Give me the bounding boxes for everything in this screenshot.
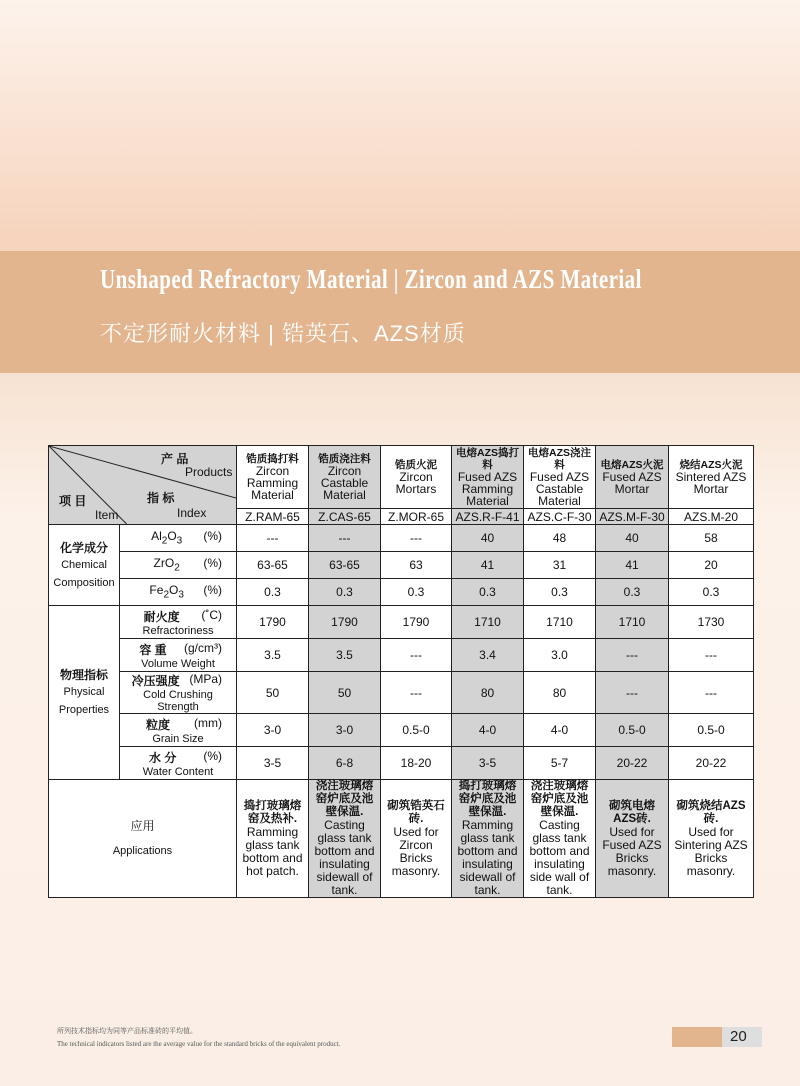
value-cell: 50 [237, 672, 309, 714]
value-cell: --- [381, 672, 452, 714]
applications-label-zh: 应用 [130, 819, 155, 833]
chemical-label-en1: Chemical [61, 558, 107, 571]
property-name-en: Cold Crushing Strength [143, 689, 213, 713]
unit: (mm) [194, 715, 222, 730]
value-cell: 48 [524, 525, 596, 552]
page-title-zh: 不定形耐火材料 | 锆英石、AZS材质 [100, 321, 466, 346]
header-corner [49, 446, 237, 525]
value-cell: --- [309, 525, 381, 552]
property-label [120, 672, 237, 714]
value-cell: 63 [381, 552, 452, 579]
product-header [309, 446, 381, 509]
value-cell: 3.0 [524, 639, 596, 672]
property-label [120, 639, 237, 672]
product-code: Z.CAS-65 [309, 509, 381, 525]
product-header [669, 446, 754, 509]
product-name-en: Fused AZS Ramming Material [457, 470, 518, 509]
corner-item-en: Item [95, 508, 119, 522]
product-code: AZS.M-F-30 [596, 509, 669, 525]
chemical-row [49, 579, 754, 606]
unit: (MPa) [189, 672, 222, 686]
value-cell: 6-8 [309, 747, 381, 780]
value-cell: 3-0 [309, 714, 381, 747]
value-cell: 31 [524, 552, 596, 579]
application-en: Ramming glass tank bottom and insulating sidewall of tank. [457, 818, 518, 897]
value-cell: 41 [596, 552, 669, 579]
value-cell: 0.3 [309, 579, 381, 606]
application-cell [381, 780, 452, 898]
property-name-zh: 容 重 [139, 642, 167, 657]
value-cell: 1730 [669, 606, 754, 639]
product-name-zh: 电熔AZS捣打料 [456, 447, 519, 472]
value-cell: --- [596, 639, 669, 672]
value-cell: 3-5 [452, 747, 524, 780]
unit: (%) [203, 556, 222, 571]
product-name-en: Fused AZS Castable Material [529, 470, 590, 509]
footnote-en: The technical indicators listed are the average value for the standard bricks of the equivalent product. [57, 1040, 341, 1048]
product-header [524, 446, 596, 509]
application-en: Used for Sintering AZS Bricks masonry. [674, 824, 748, 878]
application-zh: 浇注玻璃熔窑炉底及池壁保温. [530, 780, 589, 818]
product-name-zh: 电熔AZS火泥 [600, 459, 664, 472]
unit: (%) [203, 529, 222, 544]
application-en: Ramming glass tank bottom and hot patch. [242, 824, 303, 878]
value-cell: 3.5 [237, 639, 309, 672]
value-cell: 20 [669, 552, 754, 579]
value-cell: 1790 [381, 606, 452, 639]
chemical-row [49, 552, 754, 579]
physical-label [49, 606, 120, 780]
application-cell [596, 780, 669, 898]
value-cell: --- [669, 639, 754, 672]
physical-label-en1: Physical [63, 686, 105, 698]
physical-row [49, 672, 754, 714]
property-name-en: Grain Size [152, 732, 204, 745]
product-code: AZS.M-20 [669, 509, 754, 525]
application-cell [452, 780, 524, 898]
product-code: Z.MOR-65 [381, 509, 452, 525]
product-name-zh: 烧结AZS火泥 [679, 459, 743, 472]
physical-label-en2: Properties [58, 704, 110, 716]
unit: (g/cm³) [184, 640, 222, 655]
property-name-en: Water Content [142, 765, 214, 778]
value-cell: 5-7 [524, 747, 596, 780]
corner-diagonal-lines [49, 446, 236, 524]
corner-index-en: Index [177, 506, 207, 520]
chemical-label [49, 525, 120, 606]
formula-symbol: Al [151, 529, 162, 544]
value-cell: 50 [309, 672, 381, 714]
header-row-products [49, 446, 754, 509]
formula [151, 529, 183, 547]
value-cell: 1710 [452, 606, 524, 639]
value-cell: 1710 [524, 606, 596, 639]
formula-symbol-2: O [169, 583, 179, 598]
value-cell: 0.3 [452, 579, 524, 606]
application-zh: 砌筑锆英石砖. [387, 799, 445, 825]
value-cell: 1790 [237, 606, 309, 639]
value-cell: 4-0 [524, 714, 596, 747]
chemical-formula [120, 552, 237, 579]
product-name-zh: 锆质浇注料 [318, 453, 371, 466]
application-zh: 砌筑电熔AZS砖. [609, 799, 655, 825]
property-label [120, 747, 237, 780]
product-name-zh: 电熔AZS浇注料 [528, 447, 591, 472]
property-name-zh: 耐火度 [143, 609, 180, 624]
formula-subscript-2: 3 [176, 535, 183, 547]
formula-subscript: 2 [163, 589, 169, 601]
value-cell: 63-65 [309, 552, 381, 579]
corner-products-zh: 产 品 [161, 452, 189, 466]
spec-table [48, 445, 754, 898]
value-cell: 0.5-0 [669, 714, 754, 747]
application-cell [524, 780, 596, 898]
value-cell: 0.3 [524, 579, 596, 606]
property-name-zh: 水 分 [148, 750, 177, 765]
application-zh: 捣打玻璃熔窑炉底及池壁保温. [458, 780, 517, 818]
physical-row [49, 714, 754, 747]
value-cell: --- [381, 525, 452, 552]
formula-subscript-2: 3 [178, 589, 184, 601]
property-name-en: Volume Weight [141, 657, 215, 670]
corner-index-zh: 指 标 [147, 491, 175, 505]
physical-row [49, 747, 754, 780]
value-cell: 3-0 [237, 714, 309, 747]
physical-row [49, 606, 754, 639]
footnote-zh: 所列技术指标均为同等产品标准砖的平均值。 [57, 1027, 197, 1035]
value-cell: 0.5-0 [596, 714, 669, 747]
formula-subscript: 2 [161, 535, 168, 547]
value-cell: 20-22 [596, 747, 669, 780]
property-name-zh: 冷压强度 [131, 674, 180, 688]
application-cell [669, 780, 754, 898]
property-name-en: Refractoriness [142, 624, 214, 637]
value-cell: --- [237, 525, 309, 552]
product-name-en: Fused AZS Mortar [602, 470, 662, 497]
formula [153, 556, 180, 574]
application-zh: 砌筑烧结AZS砖. [676, 799, 746, 825]
chemical-label-en2: Composition [53, 576, 115, 589]
value-cell: 1710 [596, 606, 669, 639]
value-cell: 1790 [309, 606, 381, 639]
property-label [120, 606, 237, 639]
value-cell: 3.5 [309, 639, 381, 672]
product-header [237, 446, 309, 509]
applications-label [49, 780, 237, 898]
product-name-zh: 锆质捣打料 [246, 453, 299, 466]
page-number-box [672, 1027, 762, 1047]
application-en: Used for Fused AZS Bricks masonry. [602, 824, 662, 878]
product-name-zh: 锆质火泥 [395, 459, 437, 472]
corner-products-en: Products [185, 465, 233, 479]
formula [149, 583, 184, 601]
product-code: Z.RAM-65 [237, 509, 309, 525]
property-label [120, 714, 237, 747]
value-cell: 0.3 [669, 579, 754, 606]
formula-symbol-2: O [167, 529, 177, 544]
product-code: AZS.C-F-30 [524, 509, 596, 525]
value-cell: 80 [452, 672, 524, 714]
page-title-en: Unshaped Refractory Material | Zircon and AZS Material [100, 264, 642, 294]
physical-row [49, 639, 754, 672]
value-cell: 41 [452, 552, 524, 579]
value-cell: 63-65 [237, 552, 309, 579]
value-cell: 0.3 [237, 579, 309, 606]
value-cell: 3-5 [237, 747, 309, 780]
application-zh: 捣打玻璃熔窑及热补. [243, 799, 302, 825]
value-cell: 3.4 [452, 639, 524, 672]
product-header [381, 446, 452, 509]
value-cell: 20-22 [669, 747, 754, 780]
value-cell: 0.3 [381, 579, 452, 606]
value-cell: 4-0 [452, 714, 524, 747]
application-en: Casting glass tank bottom and insulating side wall of tank. [529, 818, 590, 897]
value-cell: --- [381, 639, 452, 672]
unit: (%) [203, 583, 222, 598]
value-cell: 0.5-0 [381, 714, 452, 747]
chemical-row [49, 525, 754, 552]
application-zh: 浇注玻璃熔窑炉底及池壁保温. [315, 780, 374, 818]
value-cell: 58 [669, 525, 754, 552]
chemical-formula [120, 525, 237, 552]
application-cell [309, 780, 381, 898]
formula-symbol: Fe [149, 583, 164, 598]
property-name-zh: 粒度 [146, 717, 171, 732]
physical-label-zh: 物理指标 [59, 668, 108, 682]
chemical-formula [120, 579, 237, 606]
applications-row [49, 780, 754, 898]
application-en: Casting glass tank bottom and insulating sidewall of tank. [314, 818, 375, 897]
formula-symbol: ZrO [153, 556, 175, 571]
product-name-en: Zircon Castable Material [320, 464, 369, 503]
value-cell: --- [596, 672, 669, 714]
value-cell: --- [669, 672, 754, 714]
product-name-en: Zircon Mortars [395, 470, 437, 497]
value-cell: 80 [524, 672, 596, 714]
value-cell: 40 [452, 525, 524, 552]
chemical-label-zh: 化学成分 [59, 540, 108, 555]
formula-subscript: 2 [174, 562, 180, 574]
unit: (%) [203, 748, 222, 763]
value-cell: 18-20 [381, 747, 452, 780]
product-name-en: Sintered AZS Mortar [675, 470, 747, 497]
corner-item-zh: 项 目 [59, 494, 87, 508]
product-header [452, 446, 524, 509]
product-code: AZS.R-F-41 [452, 509, 524, 525]
application-cell [237, 780, 309, 898]
value-cell: 0.3 [596, 579, 669, 606]
application-en: Used for Zircon Bricks masonry. [391, 824, 441, 878]
page-number: 20 [730, 1028, 747, 1045]
applications-label-en: Applications [112, 845, 173, 857]
value-cell: 40 [596, 525, 669, 552]
unit: (˚C) [201, 607, 222, 622]
product-header [596, 446, 669, 509]
product-name-en: Zircon Ramming Material [246, 464, 299, 503]
